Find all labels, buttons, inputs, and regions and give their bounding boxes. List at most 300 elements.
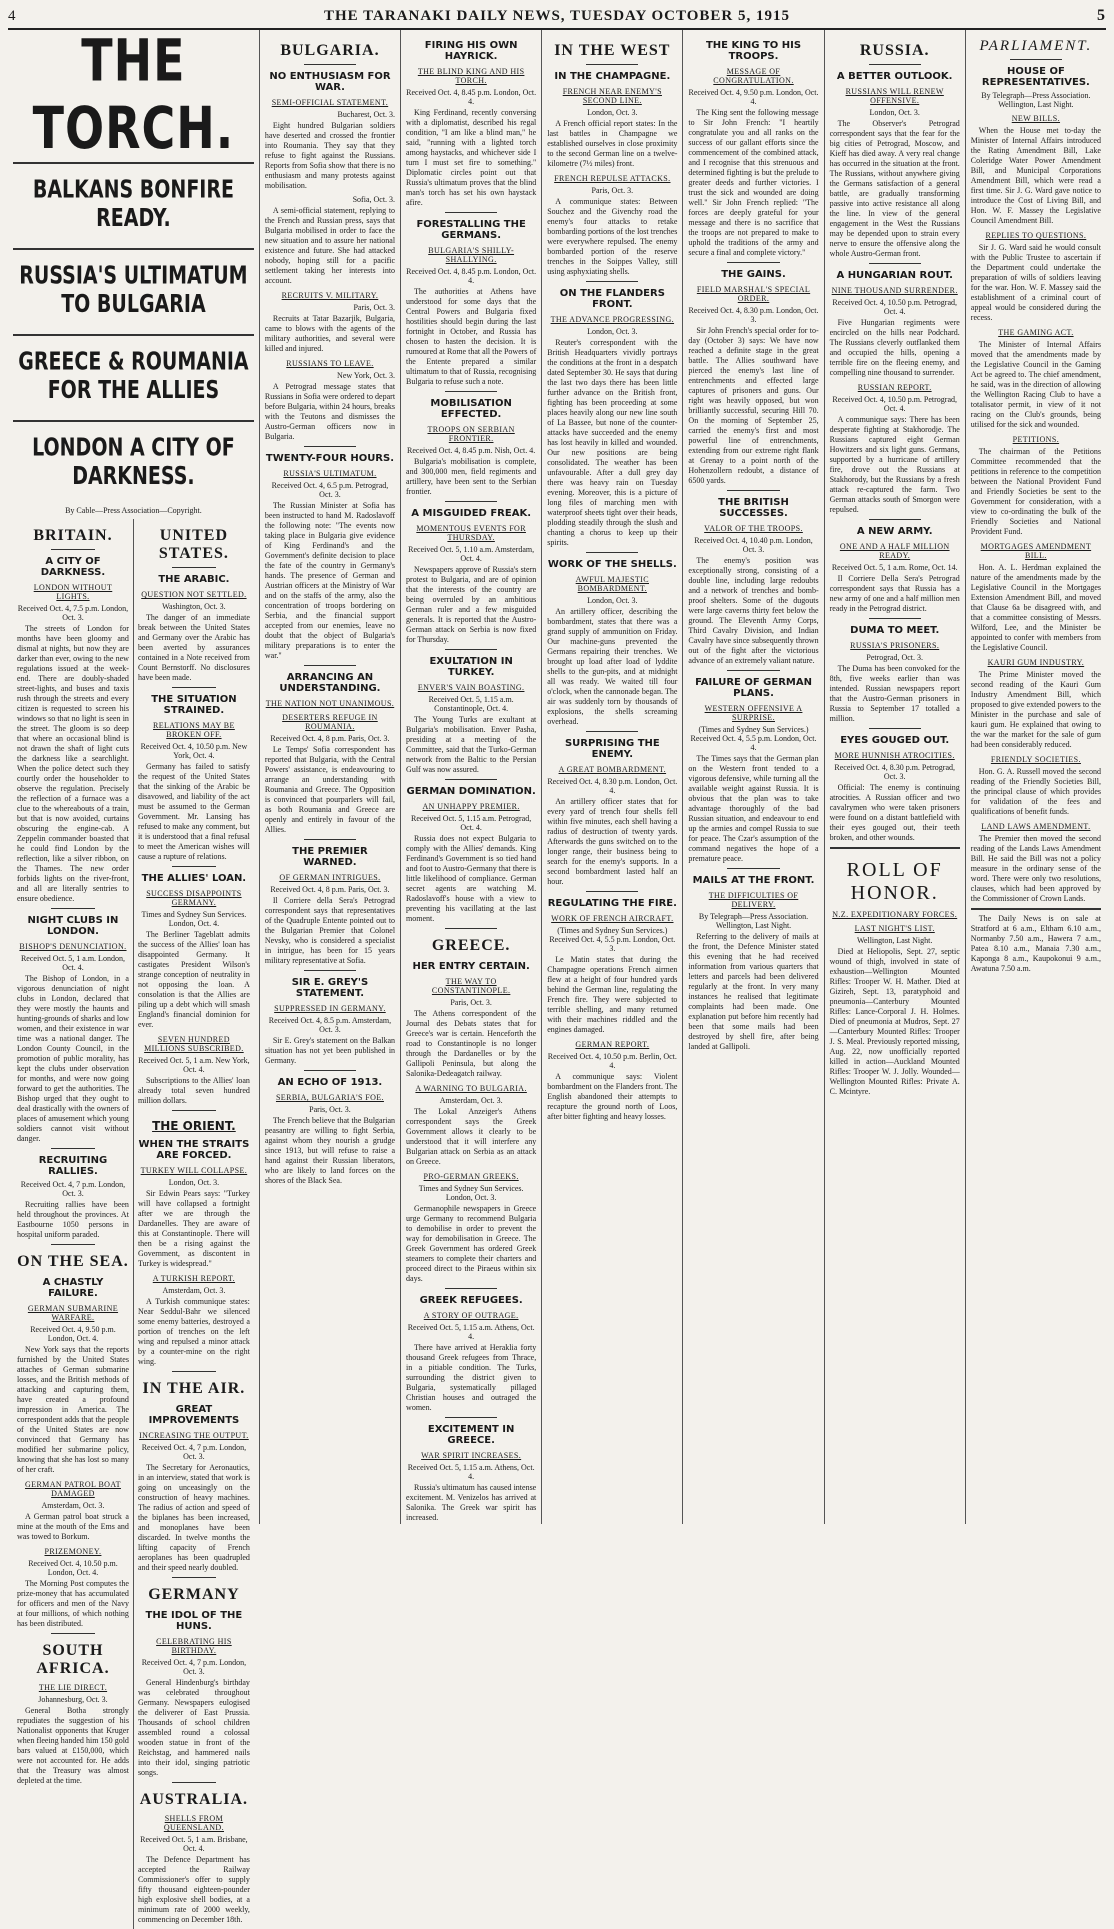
article-subhead: RUSSIA'S ULTIMATUM.	[283, 469, 377, 478]
dateline: New York, Oct. 3.	[337, 371, 396, 380]
dateline: Washington, Oct. 3.	[162, 602, 226, 611]
dateline: Paris, Oct. 3.	[353, 303, 396, 312]
divider	[13, 248, 254, 250]
article-body: A Turkish communique states: Near Seddul-Bahr we silenced some enemy batteries, destroyed a portion of trenches on the left wing and repulsed a minor attack by a counter-mine on the right wing.	[137, 1297, 250, 1366]
divider	[869, 728, 921, 729]
divider	[172, 567, 217, 568]
article-subhead: ENVER'S VAIN BOASTING.	[417, 683, 525, 692]
article-body: The Premier then moved the second reading of the Lands Laws Amendment Bill. He said the Bill was not a policy measure in the ordinary sense of the word. There were only two resolutions, clauses, which had been approved by the Commissioner of Crown Lands.	[970, 834, 1101, 903]
article-body: Germanophile newspapers in Greece urge Germany to recommend Bulgaria to demobilise in order to prevent the way for demobilisation in Greece. The Greek Government has ordered Greek steamers to complete their charters and proceed direct to the Piraeus within six days.	[406, 1204, 537, 1283]
dateline: Received Oct. 5, 1 a.m. London, Oct. 4.	[20, 954, 125, 972]
article-headline: NIGHT CLUBS IN LONDON.	[27, 915, 119, 937]
article-body: A semi-official statement, replying to the French and Russian press, says that Bulgaria mobilised in order to face the new situation and to assure her national existence and future. She had attacked nobody, hoping still for a pacific settlement taking her interests into account.	[264, 206, 396, 285]
bulgaria-column	[260, 30, 401, 1524]
dateline: Received Oct. 4, 8.45 p.m. Nish, Oct. 4.	[407, 446, 536, 455]
article-subhead: SUPPRESSED IN GERMANY.	[274, 1004, 386, 1013]
article-subhead: MORTGAGES AMENDMENT BILL.	[980, 542, 1092, 560]
divider	[51, 1244, 96, 1245]
divider	[51, 1633, 96, 1634]
page-number: 5	[1097, 7, 1106, 24]
article-subhead: PRO-GERMAN GREEKS.	[423, 1172, 519, 1181]
article-headline: THE IDOL OF THE HUNS.	[145, 1610, 243, 1632]
article-subhead: VALOR OF THE TROOPS.	[704, 524, 803, 533]
article-subhead: NEW BILLS.	[1011, 114, 1061, 123]
article-headline: THE GAINS.	[721, 269, 786, 280]
divider	[172, 1371, 217, 1372]
article-subhead: THE BLIND KING AND HIS TORCH.	[417, 67, 525, 85]
divider	[586, 64, 638, 65]
article-subhead: GERMAN SUBMARINE WARFARE.	[27, 1304, 119, 1322]
article-headline: A NEW ARMY.	[856, 526, 933, 537]
dateline: Received Oct. 4, 9.50 p.m. London, Oct. 4.	[30, 1325, 116, 1343]
article-body: Sir Edwin Pears says: "Turkey will have collapsed a fortnight after we are through the Dardanelles. They are aware of this at Constantinople. There will then be a rising against the Government, as discontent in Turkey is widespread."	[137, 1189, 250, 1268]
article-body: King Ferdinand, recently conversing with a diplomatist, described his regal condition, "I am like a blind man," he said, "running with a lighted torch among haystacks, and whichever side I turn I must set fire to something." Diplomatic circles point out that Russia's ultimatum proves that the blind man's torch has set his own haystack afire.	[406, 108, 537, 207]
dateline: Received Oct. 5, 1 a.m. Brisbane, Oct. 4.	[140, 1835, 248, 1853]
article-body: The Morning Post computes the prize-money that has accumulated for officers and men of the Navy at four millions, of which nothing has been distributed.	[17, 1579, 129, 1628]
article-headline: AN ECHO OF 1913.	[277, 1077, 383, 1088]
dateline: Paris, Oct. 3.	[450, 998, 492, 1007]
article-subhead: INCREASING THE OUTPUT.	[139, 1431, 249, 1440]
article-subhead: RUSSIANS WILL RENEW OFFENSIVE.	[845, 87, 944, 105]
article-headline: A MISGUIDED FREAK.	[411, 508, 531, 519]
article-subhead: GERMAN REPORT.	[575, 1040, 650, 1049]
article-subhead: REPLIES TO QUESTIONS.	[985, 231, 1087, 240]
dateline: Received Oct. 4, 8.45 p.m. London, Oct. 4.	[406, 88, 537, 106]
divider	[1010, 59, 1062, 60]
article-headline: MOBILISATION EFFECTED.	[430, 398, 512, 420]
article-subhead: KAURI GUM INDUSTRY.	[987, 658, 1085, 667]
article-headline: FAILURE OF GERMAN PLANS.	[695, 677, 812, 699]
divider	[727, 670, 779, 671]
article-subhead: NINE THOUSAND SURRENDER.	[831, 286, 958, 295]
article-subhead: THE GAMING ACT.	[998, 328, 1074, 337]
article-headline: THE ARABIC.	[158, 574, 230, 585]
dateline: Received Oct. 4, 6.5 p.m. Petrograd, Oct. 3.	[271, 481, 389, 499]
article-body: The streets of London for months have been gloomy and dismal at nights, but now they are darker than ever, owing to the new regulations issued at the week-end. There are doubly-shaded street-lights, and buses and taxis rush through the streets and every citizen is requested to screen his windows so that no light is seen in the street. The gloom is so deep that where an occasional blind is not drawn the shaft of light cuts the darkness like a searchlight. When the police detect such they courtly order the householder to observe the regulation. Precisely the reflection of a furnace was a clue to the whereabouts of a train, but that is now avoided, curtains obscuring the engine-cab. A Zeppelin commander boasted that he could find London by the reflection, like a silver ribbon, on the Thames. The new order forbids lights on the river-front, and all are literally sentries to ensure obedience.	[17, 624, 129, 903]
article-subhead: OF GERMAN INTRIGUES.	[279, 873, 381, 882]
article-headline: TWENTY-FOUR HOURS.	[265, 453, 395, 464]
article-body: The King sent the following message to Sir John French: "I heartily congratulate you and all ranks on the success of our gallant efforts since the commencement of the combined attack, and I recognise that this strenuous and determined fighting is but the prelude to greater deeds and further victories. I trust the sick and wounded are doing well." Sir John French replied: "The forces are deeply grateful for your message and there is no sacrifice that the troops are not prepared to make to uphold the traditions of the army and secure a final and complete victory."	[688, 108, 819, 257]
article-subhead: A GREAT BOMBARDMENT.	[558, 765, 667, 774]
article-headline: FIRING HIS OWN HAYRICK.	[424, 40, 518, 62]
article-body: General Hindenburg's birthday was celebrated throughout Germany. Newspapers eulogised the deliverer of East Prussia. Thousands of school children assembled round a colossal wooden statue in front of the Reichstag, and hammered nails into their idol, singing patriotic songs.	[137, 1678, 250, 1777]
article-body: The Duma has been convoked for the 8th, five weeks earlier than was intended. Russian newspapers report that the Austro-German prisoners in Russia to September 17 totalled a million.	[829, 664, 960, 723]
columns	[8, 26, 1106, 1924]
article-headline: NO ENTHUSIASM FOR WAR.	[269, 71, 391, 93]
dateline: Received Oct. 5, 1 a.m. Rome, Oct. 14.	[831, 563, 958, 572]
article-body: A German patrol boat struck a mine at the mouth of the Ems and was towed to Borkum.	[17, 1512, 129, 1541]
dateline: Received Oct. 4, 8.45 p.m. London, Oct. 4.	[406, 267, 537, 285]
divider	[869, 64, 921, 65]
divider	[445, 212, 497, 213]
article-subhead: N.Z. EXPEDITIONARY FORCES.	[832, 910, 958, 919]
section-title-bulgaria: BULGARIA.	[280, 42, 380, 59]
article-body: Eight hundred Bulgarian soldiers have deserted and crossed the frontier into Roumania. They say that they refuse to fight against the Russians. Reports from Sofia show that there is no enthusiasm and many protests against mobilisation.	[264, 121, 396, 190]
divider	[304, 665, 356, 666]
divider	[445, 779, 497, 780]
torch-headline: THE TORCH.	[32, 26, 235, 162]
article-headline: REGULATING THE FIRE.	[547, 898, 677, 909]
dateline: Received Oct. 5, 1.15 a.m. Constantinople, Oct. 4.	[428, 695, 514, 713]
article-body: The Times says that the German plan on the Western front tended to a vigorous defensive, while turning all the available weight against Russia. It is obvious that the plan was to take advantage thoroughly of the bad Russian situation, and endeavour to end up the armies and compel Russia to sue for peace. The Czar's assumption of the command negatives the hope of a premature peace.	[688, 754, 819, 863]
divider	[172, 687, 217, 688]
divider	[586, 281, 638, 282]
dateline: Sofia, Oct. 3.	[352, 195, 396, 204]
section-title-britain: BRITAIN.	[33, 527, 113, 544]
dateline: Received Oct. 4, 8 p.m. Paris, Oct. 3.	[270, 734, 390, 743]
article-body: Le Temps' Sofia correspondent has reported that Bulgaria, with the Central Powers' assistance, is endeavouring to arrange an understanding with Roumania and Greece. The Opposition is convinced that pourparlers will fail, as both Roumania and Greece are openly and entirely in favour of the Allies.	[264, 745, 396, 834]
hayrick-column	[401, 30, 542, 1524]
dateline: Received Oct. 4, 8.30 p.m. London, Oct. 4.	[547, 777, 678, 795]
divider	[727, 262, 779, 263]
article-body: The French believe that the Bulgarian peasantry are willing to fight Serbia, against whom they nourish a grudge since 1913, but will refuse to raise a hand against their Russian liberators, who are likely to land forces on the shores of the Black Sea.	[264, 1116, 396, 1185]
dateline: Received Oct. 5, 1.15 a.m. Athens, Oct. 4.	[407, 1323, 535, 1341]
dateline: Received Oct. 5, 1.10 a.m. Amsterdam, Oct. 4.	[408, 545, 535, 563]
article-body: Referring to the delivery of mails at the front, the Defence Minister stated this evening that he had received information from various quarters that letters and parcels had been delivered regularly at the front. In very many instances he realised that legitimate complaints had been made. One explanation put before him recently had been that some mails had been destroyed by shell fire, after being landed at Gallipoli.	[688, 932, 819, 1051]
article-headline: GERMAN DOMINATION.	[406, 786, 536, 797]
dateline: London, Oct. 3.	[587, 327, 638, 336]
section-title-greece: GREECE.	[431, 937, 511, 954]
article-subhead: SERBIA, BULGARIA'S FOE.	[275, 1093, 384, 1102]
article-subhead: PRIZEMONEY.	[44, 1547, 102, 1556]
dateline: London, Oct. 3.	[587, 108, 638, 117]
section-title-orient: THE ORIENT.	[152, 1119, 236, 1133]
section-title-roll-of-honor: ROLL OF HONOR.	[846, 859, 943, 904]
article-headline: EXCITEMENT IN GREECE.	[427, 1424, 515, 1446]
torch-subhead-4: LONDON A CITY OF DARKNESS.	[32, 433, 235, 491]
section-title-australia: AUSTRALIA.	[139, 1791, 249, 1808]
masthead-title: THE TARANAKI DAILY NEWS, TUESDAY OCTOBER 5, 1915	[323, 7, 791, 24]
section-title-in-the-west: IN THE WEST	[554, 42, 671, 59]
divider	[13, 162, 254, 164]
divider	[304, 64, 356, 65]
dateline: Paris, Oct. 3.	[309, 1105, 351, 1114]
article-body: The authorities at Athens have understood for some days that the Central Powers and Bulgaria fixed hostilities should begin during the last fortnight in October, and Russia has chosen to hasten the decision. It is rumoured at Rome that all the Powers of the Entente prepared a similar ultimatum to that of Russia, recognising Bulgaria to refuse such a note.	[406, 287, 537, 386]
article-body: Recruiting rallies have been held throughout the provinces. At Eastbourne 1050 persons in hospital uniform paraded.	[17, 1200, 129, 1239]
article-subhead: GERMAN PATROL BOAT DAMAGED	[24, 1480, 121, 1498]
dateline: Johannesburg, Oct. 3.	[38, 1695, 108, 1704]
article-subhead: TROOPS ON SERBIAN FRONTIER.	[427, 425, 515, 443]
article-headline: IN THE CHAMPAGNE.	[554, 71, 671, 82]
dateline: Received Oct. 4, 10.40 p.m. London, Oct. 3.	[694, 536, 813, 554]
article-body: New York says that the reports furnished by the United States attaches of German submarine losses, and the British methods of attacking and capturing them, have created a profound impression in America. The correspondent adds that the people of the United States are now convinced that Germany has modified her submarine policy, knowing that she has lost so many of her craft.	[17, 1345, 129, 1474]
article-body: Newspapers approve of Russia's stern protest to Bulgaria, and are of opinion that the interests of the country are being overruled by an ambitious German ruler and a few misguided generals. It is reported that the Austro-German attack on Serbia is now fixed for Thursday.	[406, 565, 537, 644]
article-subhead: TURKEY WILL COLLAPSE.	[140, 1166, 248, 1175]
article-subhead: SEMI-OFFICIAL STATEMENT.	[271, 98, 389, 107]
dateline: (Times and Sydney Sun Services.) Received Oct. 4, 5.5 p.m. London, Oct. 4.	[690, 725, 817, 752]
dateline: Received Oct. 4, 10.50 p.m. Petrograd, Oct. 4.	[832, 395, 958, 413]
article-body: The Athens correspondent of the Journal des Debats states that for Greece's war is certain. Henceforth the road to Constantinople is no longer through the Dardanelles or by the Gallipoli Peninsula, but along the Salonika-Dedeagatch railway.	[406, 1009, 537, 1078]
article-headline: EYES GOUGED OUT.	[840, 735, 950, 746]
article-headline: A BETTER OUTLOOK.	[836, 71, 953, 82]
russia-column	[825, 30, 966, 1524]
article-headline: DUMA TO MEET.	[850, 625, 940, 636]
divider	[445, 649, 497, 650]
article-subhead: RUSSIAN REPORT.	[857, 383, 932, 392]
article-subhead: BULGARIA'S SHILLY-SHALLYING.	[428, 246, 515, 264]
dateline: Petrograd, Oct. 3.	[866, 653, 924, 662]
article-body: The Prime Minister moved the second reading of the Kauri Gum Industry Amendment Bill, which proposed to give extended powers to the Minister in the purchase and sale of kauri gum. He explained that owing to the war the market for the sale of gum had been considerably reduced.	[970, 670, 1101, 749]
article-subhead: WORK OF FRENCH AIRCRAFT.	[551, 914, 674, 923]
dateline: Received Oct. 4, 8 p.m. Paris, Oct. 3.	[270, 885, 390, 894]
article-headline: HOUSE OF REPRESENTATIVES.	[981, 66, 1090, 88]
article-headline: WHEN THE STRAITS ARE FORCED.	[138, 1139, 250, 1161]
dateline: Received Oct. 4, 8.30 p.m. London, Oct. 3.	[688, 306, 819, 324]
divider	[172, 1782, 217, 1783]
article-headline: ARRANCING AN UNDERSTANDING.	[279, 672, 381, 694]
divider	[304, 839, 356, 840]
article-body: Died at Heliopolis, Sept. 27, septic wound of thigh, involved in state of exhaustion—Wellington Mounted Rifles: Trooper W. H. Mather. Died at Gizireh, Sept. 13, paratyphoid and pneumonia—Canterbury Mounted Rifles: Lance-Corporal J. H. Holmes. Died of pneumonia at Mudros, Sept. 27—Canterbury Mounted Rifles: Trooper J. S. Meal. Previously reported missing, Aug. 22, now unofficially reported killed in action—Auckland Mounted Rifles: Trooper W. J. Jolly. Wounded—Wellington Mounted Rifles: Private A. C. Mcintyre.	[829, 947, 960, 1096]
masthead-left-mark: 4	[8, 7, 17, 24]
article-subhead: DESERTERS REFUGE IN ROUMANIA.	[282, 713, 378, 731]
article-headline: SIR E. GREY'S STATEMENT.	[291, 977, 369, 999]
article-subhead: THE ADVANCE PROGRESSING.	[550, 315, 675, 324]
article-subhead: SHELLS FROM QUEENSLAND.	[163, 1814, 224, 1832]
article-body: Reuter's correspondent with the British Headquarters vividly portrays the conditions at the front in a despatch dated September 30. He says that during the last two days there has been little further advance on the British front, fighting has been proceeding at some places heavily along our new line south of La Bassee, but none of the counter-attacks have succeeded and the enemy has lost heavily in killed and wounded. Our new positions are being consolidated. The weather has been unfavourable. After a dull grey day there was heavy rain on Tuesday evening. Moreover, this is a picture of long files of marching men with waterproof sheets tight over their heads, plodding steadily through the slush and chanting a chorus to keep up their spirits.	[547, 338, 678, 547]
article-body: Official: The enemy is continuing atrocities. A Russian officer and two cavalrymen who were taken prisoners were found on a distant battlefield with their eyes gouged out, their teeth broken, and other wounds.	[829, 783, 960, 842]
dateline: Amsterdam, Oct. 3.	[41, 1501, 105, 1510]
dateline: Received Oct. 4, 8.30 p.m. Petrograd, Oct. 3.	[834, 763, 956, 781]
dateline: Received Oct. 4, 8.5 p.m. Amsterdam, Oct. 3.	[268, 1016, 392, 1034]
article-subhead: SUCCESS DISAPPOINTS GERMANY.	[146, 889, 242, 907]
article-subhead: FIELD MARSHAL'S SPECIAL ORDER.	[696, 285, 811, 303]
article-body: Germany has failed to satisfy the request of the United States that the sinking of the Arabic be disavowed, and liability of the act must be assumed to the German Government. Mr. Lansing has refused to make any comment, but it is understood that a final refusal to meet the American wishes will cause a rupture of relations.	[137, 762, 250, 861]
article-headline: THE SITUATION STRAINED.	[151, 694, 237, 716]
divider	[971, 908, 1101, 910]
article-body: The Lokal Anzeiger's Athens correspondent says the Greek Government allows it clearly to be understood that it will interfere any Bulgarian attack on Serbia as an attack on Greece.	[406, 1107, 537, 1166]
article-body: General Botha strongly repudiates the suggestion of his Nationalist opponents that Kruger when fleeing handed him 150 gold bars valued at £150,000, which were not accounted for. He adds that the Treasury was almost depleted at the time.	[17, 1706, 129, 1785]
divider	[13, 420, 254, 422]
article-subhead: THE NATION NOT UNANIMOUS.	[265, 699, 395, 708]
article-body: The Secretary for Aeronautics, in an interview, stated that work is going on unceasingly on the construction of heavy machines. The radius of action and speed of the biplanes has been increased, and monoplanes have been discarded. In twelve months the lifting capacity of French aeroplanes has been quadrupled and their speed nearly doubled.	[137, 1463, 250, 1572]
britain-subcolumn	[13, 519, 134, 1929]
article-headline: FORESTALLING THE GERMANS.	[416, 219, 526, 241]
divider	[304, 1070, 356, 1071]
article-subhead: AN UNHAPPY PREMIER.	[422, 802, 520, 811]
article-body: The Minister of Internal Affairs moved that the amendments made by the Legislative Council in the Gaming Act be agreed to. The chief amendment, he said, was in the direction of allowing the Wellington Racing Club to have a totalisator permit, in view of it not racing on the Club's grounds, being utilised for the sick and wounded.	[970, 340, 1101, 429]
article-headline: THE BRITISH SUCCESSES.	[718, 497, 789, 519]
article-body: Bulgaria's mobilisation is complete, and 300,000 men, field regiments and artillery, have been sent to the Serbian frontier.	[406, 457, 537, 496]
sale-notice: The Daily News is on sale at Stratford at 6 a.m., Eltham 6.10 a.m., Normanby 7.50 a.m., Hawera 7 a.m., Patea 8.10 a.m., Manaia 7.30 a.m., Kaponga 8 a.m., Kaupokonui 9 a.m., Awatuna 7.50 a.m.	[970, 914, 1101, 973]
dateline: London, Oct. 3.	[869, 108, 920, 117]
article-body: A communique states: Between Souchez and the Givenchy road the enemy's four attacks to retake bombarding portions of the lost trenches were everywhere repulsed. The enemy bombarded portion of the reserve trenches in the Soippes Valley, still using asphyxiating shells.	[547, 197, 678, 276]
divider	[13, 334, 254, 336]
article-body: The Defence Department has accepted the Railway Commissioner's offer to supply fifty thousand eighteen-pounder high explosive shell bodies, at a minimum rate of 2000 weekly, commencing on December 18th.	[137, 1855, 250, 1924]
section-title-united-states: UNITED STATES.	[158, 527, 229, 562]
article-headline: A CITY OF DARKNESS.	[40, 556, 106, 578]
dateline: London, Oct. 3.	[587, 596, 638, 605]
article-body: The Bishop of London, in a vigorous denunciation of night clubs in London, declared that they were mostly the haunts and hunting-grounds of sharks and low women, and their existence in war time was a national danger. The London County Council, in the promotion of public morality, has kept the clubs under observation for months, and were now going forward to get the authorities. The Bishop urged that they ought to deal drastically with the owners of places of amusement which young soldiers cannot visit without danger.	[17, 974, 129, 1143]
divider	[445, 501, 497, 502]
dateline: Received Oct. 4, 7 p.m. London, Oct. 3.	[20, 1180, 126, 1198]
article-subhead: QUESTION NOT SETTLED.	[141, 590, 247, 599]
article-body: The Berliner Tageblatt admits the success of the Allies' loan has disappointed Germany. It castigates President Wilson's strange conception of neutrality in not opposing the loan. A consolation is that the Allies are piling up a debt which will smash England's financial dominion for ever.	[137, 930, 250, 1029]
article-body: Hon. A. L. Herdman explained the nature of the amendments made by the Legislative Council in the Mortgages Extension Amendment Bill, and moved that Clause 6a be disagreed with, and that a committee consisting of Messrs. Wilford, Lee, and the Minister be appointed to confer with members from the Legislative Council.	[970, 563, 1101, 652]
dateline: Received Oct. 4, 10.50 p.m. London, Oct. 4.	[28, 1559, 118, 1577]
section-title-in-the-air: IN THE AIR.	[142, 1380, 246, 1397]
article-body: Sir E. Grey's statement on the Balkan situation has not yet been published in Germany.	[264, 1036, 396, 1065]
article-body: Recruits at Tatar Bazarjik, Bulgaria, came to blows with the agents of the military authorities, and several were killed and injured.	[264, 314, 396, 353]
dateline: (Times and Sydney Sun Services.) Received Oct. 4, 5.5 p.m. London, Oct. 3.	[549, 926, 676, 953]
article-subhead: FRIENDLY SOCIETIES.	[990, 755, 1081, 764]
article-subhead: RUSSIANS TO LEAVE.	[286, 359, 374, 368]
west-column	[542, 30, 683, 1524]
dateline: Amsterdam, Oct. 3.	[439, 1096, 503, 1105]
divider	[51, 1148, 96, 1149]
article-subhead: FRENCH REPULSE ATTACKS.	[554, 174, 671, 183]
divider	[869, 519, 921, 520]
dateline: Times and Sydney Sun Services. London, Oct. 4.	[141, 910, 247, 928]
dateline: Times and Sydney Sun Services. London, Oct. 3.	[418, 1184, 524, 1202]
section-title-sea: ON THE SEA.	[17, 1253, 129, 1270]
article-headline: THE KING TO HIS TROOPS.	[705, 40, 802, 62]
torch-subhead-3: GREECE & ROUMANIA FOR THE ALLIES	[18, 347, 249, 405]
divider	[445, 1288, 497, 1289]
article-subhead: LAST NIGHT'S LIST.	[854, 924, 935, 933]
article-subhead: WAR SPIRIT INCREASES.	[421, 1451, 522, 1460]
article-subhead: MORE HUNNISH ATROCITIES.	[834, 751, 955, 760]
divider	[51, 549, 96, 550]
dateline: By Telegraph—Press Association. Wellington, Last Night.	[698, 912, 809, 930]
article-headline: HER ENTRY CERTAIN.	[412, 961, 530, 972]
divider	[445, 391, 497, 392]
article-body: An artillery officer, describing the bombardment, states that there was a grand supply of ammunition on Friday. Our machine-guns prevented the Germans repairing their trenches. We brought up load after load of lyddite shells to the gun-pits, and at midnight all was ready. We waited till four o'clock, when the cannonade began. The air was suddenly torn by thousands of explosions, the shells screaming overhead.	[547, 607, 678, 726]
article-headline: A CHASTLY FAILURE.	[42, 1277, 104, 1299]
torch-byline: By Cable—Press Association—Copyright.	[65, 506, 202, 515]
dateline: Bucharest, Oct. 3.	[337, 110, 396, 119]
article-headline: GREEK REFUGEES.	[419, 1295, 523, 1306]
article-body: Hon. G. A. Russell moved the second reading of the Friendly Societies Bill, the principal clause of which provides for validation of the fees and qualifications of benefit funds.	[970, 767, 1101, 816]
article-subhead: THE LIE DIRECT.	[38, 1683, 108, 1692]
divider	[586, 891, 638, 892]
article-subhead: THE WAY TO CONSTANTINOPLE.	[431, 977, 511, 995]
article-body: A communique says: Violent bombardment on the Flanders front. The English abandoned their attempts to recapture the ground north of Loos, after bitter fighting and heavy losses.	[547, 1072, 678, 1121]
divider	[51, 908, 96, 909]
article-subhead: THE DIFFICULTIES OF DELIVERY.	[708, 891, 799, 909]
divider	[586, 552, 638, 553]
article-body: Five Hungarian regiments were encircled on the hills near Podchard. The Russians cleverly outflanked them and occupied the hills, opening a terrible fire on the fleeing enemy, and compelling nine thousand to surrender.	[829, 318, 960, 377]
section-title-russia: RUSSIA.	[859, 42, 930, 59]
article-subhead: A STORY OF OUTRAGE.	[423, 1311, 519, 1320]
divider	[445, 1417, 497, 1418]
united-states-subcolumn	[134, 519, 254, 1929]
king-column	[683, 30, 824, 1524]
dateline: Received Oct. 5, 1 a.m. New York, Oct. 4.	[138, 1056, 250, 1074]
article-body: Il Corriere della Sera's Petrograd correspondent says that representatives of the Quadruple Entente pointed out to the Bulgarian Premier that Colonel Nevsky, who is considered a specialist in intrigue, has been for 15 years military representative at Sofia.	[264, 896, 396, 965]
dateline: By Telegraph—Press Association. Wellington, Last Night.	[981, 91, 1091, 109]
article-subhead: FRENCH NEAR ENEMY'S SECOND LINE.	[562, 87, 662, 105]
dateline: Amsterdam, Oct. 3.	[162, 1286, 226, 1295]
dateline: Received Oct. 4, 9.50 p.m. London, Oct. 4.	[688, 88, 819, 106]
section-title-south-africa: SOUTH AFRICA.	[36, 1642, 110, 1677]
article-body: The Observer's Petrograd correspondent says that the fear for the big cities of Petrograd, Moscow, and Kieff has died away. A very real change has occurred in the situation at the front. The Russians, without anywhere giving the Germans satisfaction of a general battle, are gradually transforming passive into active resistance all along the line. In view of the general engagement in the West the Russians may be depended upon to strain every nerve to ensure the offensive along the whole Austro-German front.	[829, 119, 960, 258]
article-body: Sir John French's special order for to-day (October 3) says: We have now reached a definite stage in the great battle. The Allies southward have pierced the enemy's last line of entrenchments and effected large captures of prisoners and guns. Our right was heavily opposed, but won brilliantly successful, securing Hill 70. On the morning of September 25, carried the enemy's first and most powerful line of entrenchments, extending from our extreme right flank at Grenay to a point north of the Hohenzollern redoubt, a distance of 6500 yards.	[688, 326, 819, 485]
article-headline: EXULTATION IN TURKEY.	[429, 656, 513, 678]
dateline: Received Oct. 4, 7.5 p.m. London, Oct. 3.	[17, 604, 129, 622]
parliament-column	[966, 30, 1106, 1524]
divider	[304, 446, 356, 447]
dateline: Wellington, Last Night.	[857, 936, 933, 945]
article-subhead: A WARNING TO BULGARIA.	[415, 1084, 527, 1093]
article-subhead: A TURKISH REPORT.	[152, 1274, 236, 1283]
divider	[830, 847, 960, 849]
article-subhead: ONE AND A HALF MILLION READY.	[839, 542, 950, 560]
article-subhead: LAND LAWS AMENDMENT.	[981, 822, 1091, 831]
article-subhead: SEVEN HUNDRED MILLIONS SUBSCRIBED.	[144, 1035, 244, 1053]
divider	[727, 868, 779, 869]
torch-column	[8, 26, 260, 1924]
article-subhead: CELEBRATING HIS BIRTHDAY.	[156, 1637, 232, 1655]
article-headline: THE PREMIER WARNED.	[292, 846, 368, 868]
section-title-germany: GERMANY	[148, 1586, 240, 1603]
article-subhead: LONDON WITHOUT LIGHTS.	[33, 583, 113, 601]
article-body: Subscriptions to the Allies' loan already total seven hundred million dollars.	[137, 1076, 250, 1105]
section-title-parliament: PARLIAMENT.	[979, 38, 1093, 54]
divider	[304, 970, 356, 971]
article-body: The enemy's position was exceptionally strong, consisting of a double line, including large redoubts and a network of trenches and bomb-proof shelters. Some of the dugouts were large caverns thirty feet below the ground. The Eleventh Army Corps, Third Cavalry Division, and Indian Cavalry have since subsequently thrown out of the fight after the victorious advance of an extremely valiant nature.	[688, 556, 819, 665]
article-headline: WORK OF THE SHELLS.	[547, 559, 677, 570]
divider	[869, 618, 921, 619]
article-body: There have arrived at Heraklia forty thousand Greek refugees from Thrace, in a pitiable condition. The Turks, surrounding the district given to Bulgaria, systematically pillaged Christian houses and outraged the women.	[406, 1343, 537, 1412]
article-subhead: MOMENTOUS EVENTS FOR THURSDAY.	[416, 524, 526, 542]
divider	[869, 263, 921, 264]
divider	[586, 731, 638, 732]
article-body: Il Corriere Della Sera's Petrograd correspondent says that Russia has a new army of one and a half million men ready in the Petrograd district.	[829, 574, 960, 613]
article-body: Sir J. G. Ward said he would consult with the Public Trustee to ascertain if the Department could undertake the preparation of wills of soldiers leaving for the war. Hon. W. F. Massey said the establishment of a criminal court of appeal would be considered during the recess.	[970, 243, 1101, 322]
divider	[727, 490, 779, 491]
article-body: The Russian Minister at Sofia has been instructed to hand M. Radoslavoff the following note: "The events now taking place in Bulgaria give evidence of King Ferdinand's and the Government's definite decision to place the fate of the country in Germany's hands. The presence of German and Austrian officers at the Ministry of War and on the staffs of the army, also the concentration of troops bordering on Serbia, and the financial support accepted from our enemies, leave no doubt that the object of Bulgaria's military preparations is to enter the war."	[264, 501, 396, 660]
torch-subhead-2: RUSSIA'S ULTIMATUM TO BULGARIA	[19, 261, 248, 319]
article-subhead: AWFUL MAJESTIC BOMBARDMENT.	[575, 575, 649, 593]
article-subhead: RELATIONS MAY BE BROKEN OFF.	[152, 721, 235, 739]
dateline: Paris, Oct. 3.	[591, 186, 634, 195]
article-headline: ON THE FLANDERS FRONT.	[559, 288, 665, 310]
article-subhead: RECRUITS V. MILITARY.	[281, 291, 379, 300]
torch-subhead-1: BALKANS BONFIRE READY.	[32, 175, 234, 233]
article-body: The danger of an immediate break between the United States and Germany over the Arabic has been averted by assurances contained in a Note received from Count Bernstorff. No disclosures have been made.	[137, 613, 250, 682]
dateline: Received Oct. 5, 1.15 a.m. Athens, Oct. 4.	[407, 1463, 535, 1481]
article-body: A communique says: There has been desperate fighting at Stakhorodje. The Russians captured eight German Howitzers and six light guns. Germans, supported by a hurricane of artillery fire, drove out the Russians at Stakhorody, but the Russians by a fresh attack re-captured the farm. Two German attacks south of Smorgon were repulsed.	[829, 415, 960, 514]
article-body: An artillery officer states that for every yard of trench four shells fell within five minutes, each shell having a radius of destruction of twenty yards. Afterwards the guns switched on to the longer range, their business being to search for the enemy's supports. In a second bombardment lasted half an hour.	[547, 797, 678, 886]
article-headline: THE ALLIES' LOAN.	[141, 873, 247, 884]
article-headline: RECRUITING RALLIES.	[38, 1155, 108, 1177]
dateline: Received Oct. 4, 10.50 p.m. Berlin, Oct. 4.	[547, 1052, 677, 1070]
dateline: Received Oct. 4, 7 p.m. London, Oct. 3.	[141, 1443, 247, 1461]
divider	[445, 928, 497, 929]
article-body: The chairman of the Petitions Committee recommended that the petitions in reference to the competition between the National Provident Fund and Friendly Societies be sent to the Government for consideration, with a view to co-ordinating the bulk of the Friendly Societies and National Provident Fund.	[970, 447, 1101, 536]
article-subhead: MESSAGE OF CONGRATULATION.	[713, 67, 794, 85]
article-body: A Petrograd message states that Russians in Sofia were ordered to depart before Bulgaria, within 24 hours, breaks with the Teutons and dismisses the Austro-German officers now in Bulgaria.	[264, 382, 396, 441]
article-headline: A HUNGARIAN ROUT.	[836, 270, 953, 281]
torch-subcolumns	[13, 519, 254, 1929]
dateline: London, Oct. 3.	[168, 1178, 220, 1187]
article-body: When the House met to-day the Minister of Internal Affairs introduced the Rating Amendment Bill, Lake Coleridge Water Power Amendment Bill, and Municipal Corporations Amendment Bill, which were read a first time. Sir J. G. Ward gave notice to introduce the Cost of Living Bill, and Hon. W. F. Massey the Legislative Council Amendment Bill.	[970, 126, 1101, 225]
divider	[172, 1110, 217, 1111]
divider	[172, 1577, 217, 1578]
divider	[172, 866, 217, 867]
dateline: Received Oct. 5, 1.15 a.m. Petrograd, Oct. 4.	[411, 814, 532, 832]
dateline: Received Oct. 4, 10.50 p.m. Petrograd, Oct. 4.	[832, 298, 958, 316]
article-body: The Young Turks are exultant at Bulgaria's mobilisation. Enver Pasha, presiding at a meeting of the Committee, said that the Turko-German network from the Baltic to the Persian Gulf was now assured.	[406, 715, 537, 774]
article-headline: GREAT IMPROVEMENTS	[148, 1404, 240, 1426]
article-body: Russia's ultimatum has caused intense excitement. M. Venizelos has arrived at Salonika. The Greek war spirit has increased.	[406, 1483, 537, 1522]
article-body: A French official report states: In the last battles in Champagne we established ourselves in close proximity to the second German line on a twelve-kilometre (7½ miles) front.	[547, 119, 678, 168]
article-subhead: WESTERN OFFENSIVE A SURPRISE.	[704, 704, 803, 722]
dateline: Received Oct. 4, 7 p.m. London, Oct. 3.	[141, 1658, 247, 1676]
article-subhead: RUSSIA'S PRISONERS.	[850, 641, 940, 650]
article-body: Le Matin states that during the Champagne operations French airmen flew at a height of four hundred yards behind the German line, regulating the French fire. They were subjected to terrible shelling, and many returned with their machines riddled and the engines damaged.	[547, 955, 678, 1034]
article-headline: SURPRISING THE ENEMY.	[564, 738, 660, 760]
